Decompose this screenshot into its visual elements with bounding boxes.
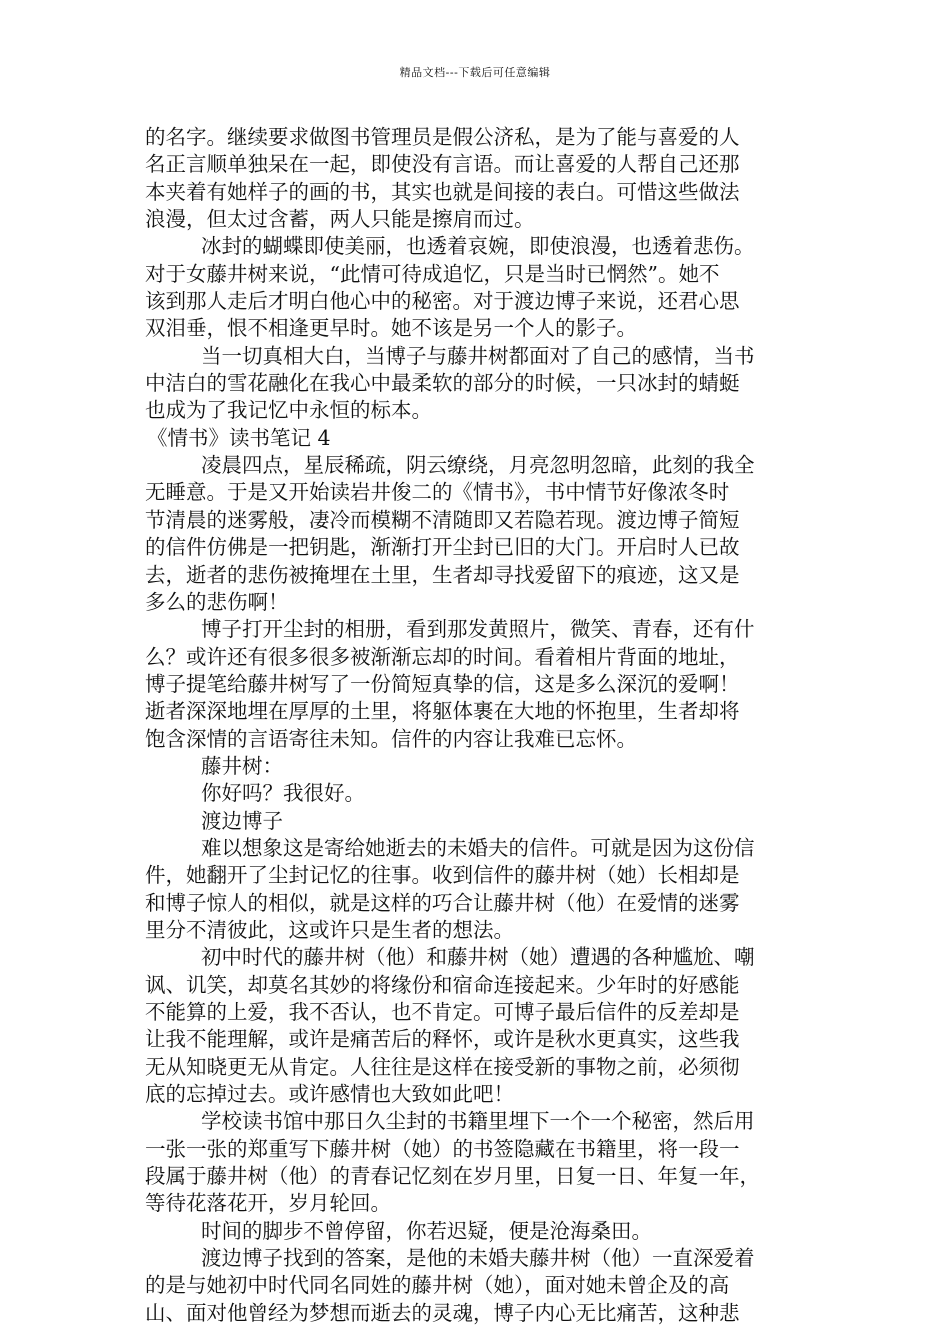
text-line: 去，逝者的悲伤被掩埋在土里，生者却寻找爱留下的痕迹，这又是 — [145, 562, 740, 587]
text-line: 渡边博子 — [201, 808, 283, 833]
text-line: 该到那人走后才明白他心中的秘密。对于渡边博子来说，还君心思 — [145, 289, 740, 314]
text-line: 等待花落花开，岁月轮回。 — [145, 1191, 391, 1216]
text-line: 名正言顺单独呆在一起，即使没有言语。而让喜爱的人帮自己还那 — [145, 152, 740, 177]
text-line: 凌晨四点，星辰稀疏，阴云缭绕，月亮忽明忽暗，此刻的我全 — [201, 453, 755, 478]
text-line: 双泪垂，恨不相逢更早时。她不该是另一个人的影子。 — [145, 316, 637, 341]
text-line: 么？或许还有很多很多被渐渐忘却的时间。看着相片背面的地址， — [145, 644, 740, 669]
text-line: 博子提笔给藤井树写了一份简短真挚的信，这是多么深沉的爱啊！ — [145, 671, 740, 696]
text-line: 渡边博子找到的答案，是他的未婚夫藤井树（他）一直深爱着 — [201, 1246, 755, 1271]
text-line: 的是与她初中时代同名同姓的藤井树（她），面对她未曾企及的高 — [145, 1273, 730, 1298]
text-line: 本夹着有她样子的画的书，其实也就是间接的表白。可惜这些做法 — [145, 179, 740, 204]
text-line: 一张一张的郑重写下藤井树（她）的书签隐藏在书籍里，将一段一 — [145, 1136, 740, 1161]
text-line: 不能算的上爱，我不否认，也不肯定。可博子最后信件的反差却是 — [145, 1000, 740, 1024]
text-line: 浪漫，但太过含蓄，两人只能是擦肩而过。 — [145, 207, 535, 232]
text-line: 藤井树： — [201, 753, 283, 778]
text-line: 也成为了我记忆中永恒的标本。 — [145, 398, 432, 423]
text-line: 件，她翻开了尘封记忆的往事。收到信件的藤井树（她）长相却是 — [145, 863, 740, 888]
text-line: 山、面对他曾经为梦想而逝去的灵魂，博子内心无比痛苦，这种悲 — [145, 1300, 740, 1325]
text-line: 对于女藤井树来说，“此情可待成追忆，只是当时已惘然”。她不 — [145, 261, 720, 286]
text-line: 和博子惊人的相似，就是这样的巧合让藤井树（他）在爱情的迷雾 — [145, 890, 740, 915]
text-line: 无从知晓更无从肯定。人往往是这样在接受新的事物之前，必须彻 — [145, 1054, 740, 1079]
text-line: 时间的脚步不曾停留，你若迟疑，便是沧海桑田。 — [201, 1218, 652, 1243]
text-line: 多么的悲伤啊！ — [145, 589, 289, 614]
text-line: 饱含深情的言语寄往未知。信件的内容让我难已忘怀。 — [145, 726, 637, 751]
text-line: 段属于藤井树（他）的青春记忆刻在岁月里，日复一日、年复一年， — [145, 1164, 760, 1189]
text-line: 节清晨的迷雾般，凄冷而模糊不清随即又若隐若现。渡边博子简短 — [145, 507, 740, 532]
text-line: 难以想象这是寄给她逝去的未婚夫的信件。可就是因为这份信 — [201, 835, 755, 860]
text-line: 的名字。继续要求做图书管理员是假公济私，是为了能与喜爱的人 — [145, 125, 740, 149]
text-line: 博子打开尘封的相册，看到那发黄照片，微笑、青春，还有什 — [201, 617, 755, 642]
section-heading: 《情书》读书笔记 4 — [147, 425, 331, 450]
text-line: 里分不清彼此，这或许只是生者的想法。 — [145, 917, 514, 942]
text-line: 初中时代的藤井树（他）和藤井树（她）遭遇的各种尴尬、嘲 — [201, 945, 755, 970]
text-line: 中洁白的雪花融化在我心中最柔软的部分的时候，一只冰封的蜻蜓 — [145, 371, 740, 396]
document-body — [145, 124, 809, 1327]
page-header: 精品文档---下载后可任意编辑 — [399, 66, 551, 79]
text-line: 冰封的蝴蝶即使美丽，也透着哀婉，即使浪漫，也透着悲伤。 — [201, 234, 755, 259]
text-line: 讽、讥笑，却莫名其妙的将缘份和宿命连接起来。少年时的好感能 — [145, 972, 740, 997]
text-line: 你好吗？我很好。 — [201, 781, 365, 806]
text-line: 底的忘掉过去。或许感情也大致如此吧！ — [145, 1082, 514, 1107]
text-line: 的信件仿佛是一把钥匙，渐渐打开尘封已旧的大门。开启时人已故 — [145, 535, 740, 560]
text-line: 学校读书馆中那日久尘封的书籍里埋下一个一个秘密，然后用 — [201, 1109, 755, 1134]
text-line: 当一切真相大白，当博子与藤井树都面对了自己的感情，当书 — [201, 343, 755, 368]
text-line: 逝者深深地埋在厚厚的土里，将躯体裹在大地的怀抱里，生者却将 — [145, 699, 740, 724]
text-line: 无睡意。于是又开始读岩井俊二的《情书》，书中情节好像浓冬时 — [145, 480, 730, 505]
text-line: 让我不能理解，或许是痛苦后的释怀，或许是秋水更真实，这些我 — [145, 1027, 740, 1052]
